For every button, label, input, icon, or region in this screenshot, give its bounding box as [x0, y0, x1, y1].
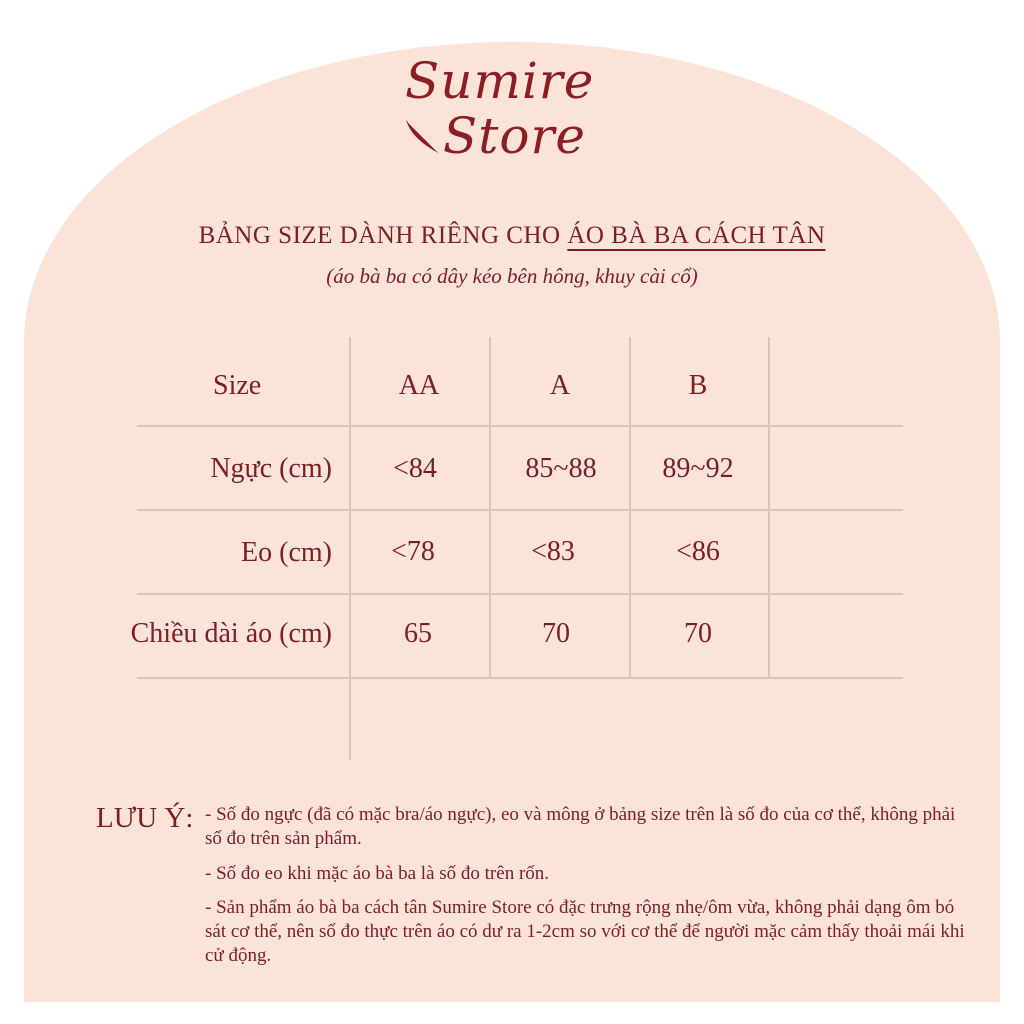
chest-aa: <84: [393, 453, 437, 484]
length-a: 70: [542, 618, 570, 649]
length-b: 70: [684, 618, 712, 649]
waist-a: <83: [531, 536, 575, 567]
page-subtitle: (áo bà ba có dây kéo bên hông, khuy cài cổ): [326, 264, 698, 288]
header-col-b: B: [688, 370, 708, 401]
grid-hline-4: [137, 677, 903, 679]
brand-logo: [395, 52, 635, 172]
brand-line1: Sumire: [405, 52, 595, 110]
chest-a: 85~88: [525, 453, 597, 484]
notes-heading: LƯU Ý:: [96, 802, 194, 834]
note-item-2: - Số đo eo khi mặc áo bà ba là số đo trên rốn.: [205, 863, 550, 884]
row-label-length: Chiều dài áo (cm): [130, 618, 332, 649]
grid-hline-3: [137, 593, 903, 595]
title-highlight: ÁO BÀ BA CÁCH TÂN: [567, 222, 826, 249]
row-label-waist: Eo (cm): [241, 537, 332, 568]
length-aa: 65: [404, 618, 432, 649]
waist-aa: <78: [391, 536, 435, 567]
note-item-3: - Sản phẩm áo bà ba cách tân Sumire Store có đặc trưng rộng nhẹ/ôm vừa, không phải dạng ôm bó sát cơ thể, nên số đo thực trên áo có dư ra 1-2cm so với cơ thể để người mặc cảm thấy thoải mái khi cử động.: [205, 897, 965, 966]
header-col-aa: AA: [398, 370, 440, 401]
chest-b: 89~92: [662, 453, 734, 484]
header-col-a: A: [549, 370, 571, 401]
grid-hline-2: [137, 509, 903, 511]
grid-vline-4: [768, 337, 770, 677]
page-title: [0, 222, 1024, 250]
header-size-label: Size: [213, 370, 262, 401]
feather-icon: [400, 114, 444, 158]
waist-b: <86: [676, 536, 720, 567]
note-item-1: - Số đo ngực (đã có mặc bra/áo ngực), eo và mông ở bảng size trên là số đo của cơ thể, không phải số đo trên sản phẩm.: [205, 804, 956, 849]
row-label-chest: Ngực (cm): [210, 453, 332, 484]
title-prefix: BẢNG SIZE DÀNH RIÊNG CHO: [198, 222, 568, 249]
brand-line2: Store: [443, 107, 586, 165]
arch-background: [24, 42, 1000, 1002]
grid-hline-1: [137, 425, 903, 427]
